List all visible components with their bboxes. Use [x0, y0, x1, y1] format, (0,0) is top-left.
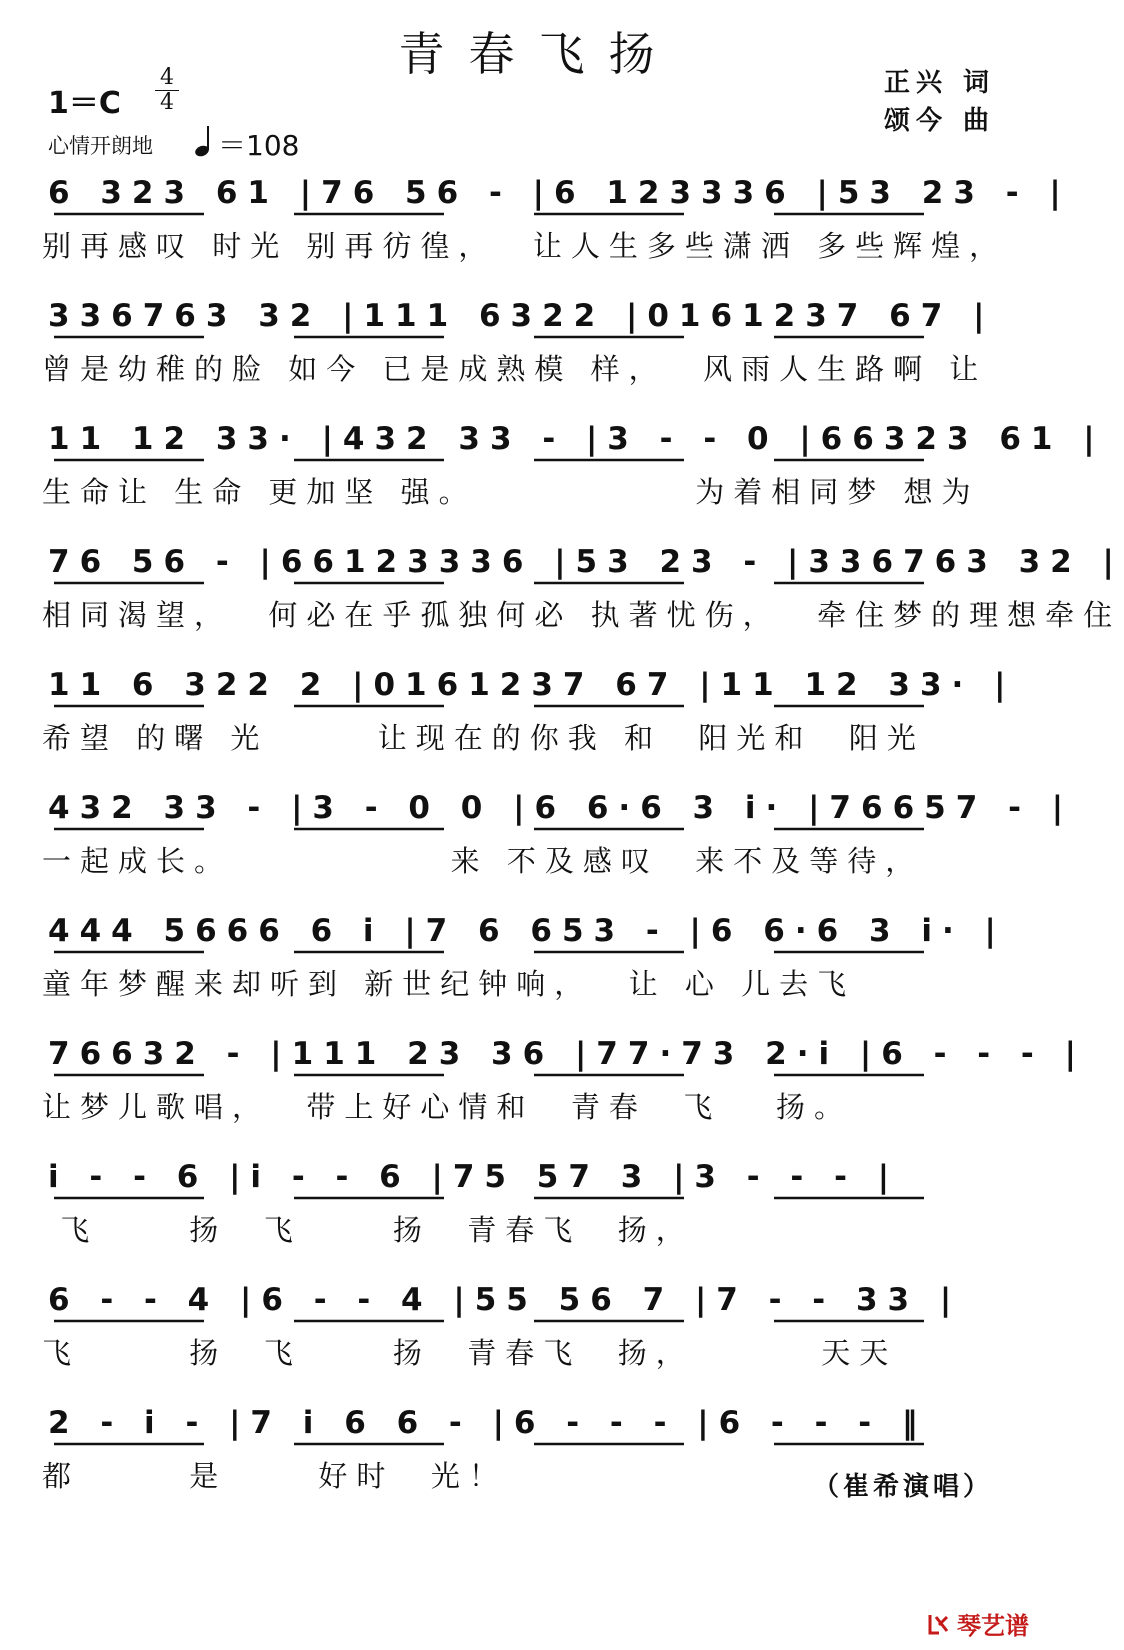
rhythm-beams — [40, 660, 1016, 712]
lyrics-line: 曾是幼稚的脸 如今 已是成熟模 样， 风雨人生路啊 让 — [42, 352, 988, 386]
rhythm-beams — [40, 783, 1074, 835]
notation-line: 11 12 33· |432 33 - |3 - - 0 |66323 61 | — [48, 421, 1105, 457]
lyrics-line: 飞 扬 飞 扬 青春飞 扬， — [42, 1213, 694, 1247]
lyrics-line: 童年梦醒来却听到 新世纪钟响， 让 心 儿去飞 — [42, 967, 856, 1001]
score-system — [40, 291, 1000, 411]
score-system — [40, 537, 1124, 657]
score-system — [40, 414, 1105, 534]
tempo-marking: 心情开朗地 — [48, 134, 153, 158]
notation-line: 432 33 - |3 - 0 0 |6 6·6 3 i· |76657 - | — [48, 790, 1074, 826]
rhythm-beams — [40, 906, 1006, 958]
lyrics-line: 一起成长。 来 不及感叹 来不及等待， — [42, 844, 924, 878]
lyrics-line: 相同渴望， 何必在乎孤独何必 执著忧伤， 牵住梦的理想牵住 — [42, 598, 1122, 632]
notation-line: 76632 - |111 23 36 |77·73 2·i |6 - - - | — [48, 1036, 1086, 1072]
quarter-note-icon — [194, 124, 216, 158]
score-system — [40, 168, 1071, 288]
time-signature-bottom: 4 — [160, 90, 174, 115]
time-signature — [152, 66, 182, 115]
notation-line: 11 6 322 2 |0161237 67 |11 12 33· | — [48, 667, 1016, 703]
watermark-text: 琴艺谱 — [957, 1612, 1029, 1640]
page-title: 青春飞扬 — [398, 27, 679, 81]
rhythm-beams — [40, 414, 1105, 466]
lyrics-line: 生命让 生命 更加坚 强。 为着相同梦 想为 — [42, 475, 980, 509]
notation-line: 6 323 61 |76 56 - |6 123336 |53 23 - | — [48, 175, 1071, 211]
score-system — [40, 1152, 1000, 1272]
lyrics-line: 飞 扬 飞 扬 青春飞 扬， 天天 — [42, 1336, 898, 1370]
key-signature: 1＝C — [48, 86, 121, 121]
lyricist-credit: 正兴 词 — [883, 68, 995, 98]
score-system — [40, 660, 1016, 780]
notation-line: 444 5666 6 i |7 6 653 - |6 6·6 3 i· | — [48, 913, 1006, 949]
score-system — [40, 906, 1006, 1026]
notation-line: 2 - i - |7 i 6 6 - |6 - - - |6 - - - ‖ — [48, 1405, 928, 1441]
singer-credit: （崔希演唱） — [812, 1472, 993, 1502]
score-system — [40, 1275, 1000, 1395]
lyrics-line: 别再感叹 时光 别再彷徨， 让人生多些潇洒 多些辉煌， — [42, 229, 1008, 263]
composer-credit: 颂今 曲 — [883, 106, 995, 136]
lyrics-line: 都 是 好时 光！ — [42, 1459, 507, 1493]
rhythm-beams — [40, 1152, 1000, 1204]
time-signature-top: 4 — [160, 65, 174, 90]
score-system — [40, 783, 1074, 903]
rhythm-beams — [40, 1275, 1000, 1327]
lyrics-line: 让梦儿歌唱， 带上好心情和 青春 飞 扬。 — [42, 1090, 852, 1124]
notation-line: i - - 6 |i - - 6 |75 57 3 |3 - - - | — [48, 1159, 900, 1195]
rhythm-beams — [40, 168, 1071, 220]
score-system — [40, 1029, 1086, 1149]
notation-line: 76 56 - |66123336 |53 23 - |336763 32 | — [48, 544, 1124, 580]
rhythm-beams — [40, 1029, 1086, 1081]
rhythm-beams — [40, 1398, 1000, 1450]
rhythm-beams — [40, 537, 1124, 589]
notation-line: 6 - - 4 |6 - - 4 |55 56 7 |7 - - 33 | — [48, 1282, 962, 1318]
rhythm-beams — [40, 291, 1000, 343]
tempo-value: ＝108 — [218, 129, 300, 162]
notation-line: 336763 32 |111 6322 |0161237 67 | — [48, 298, 995, 334]
lyrics-line: 希望 的曙 光 让现在的你我 和 阳光和 阳光 — [42, 721, 925, 755]
watermark — [927, 1606, 1029, 1641]
watermark-logo-icon — [927, 1611, 953, 1637]
